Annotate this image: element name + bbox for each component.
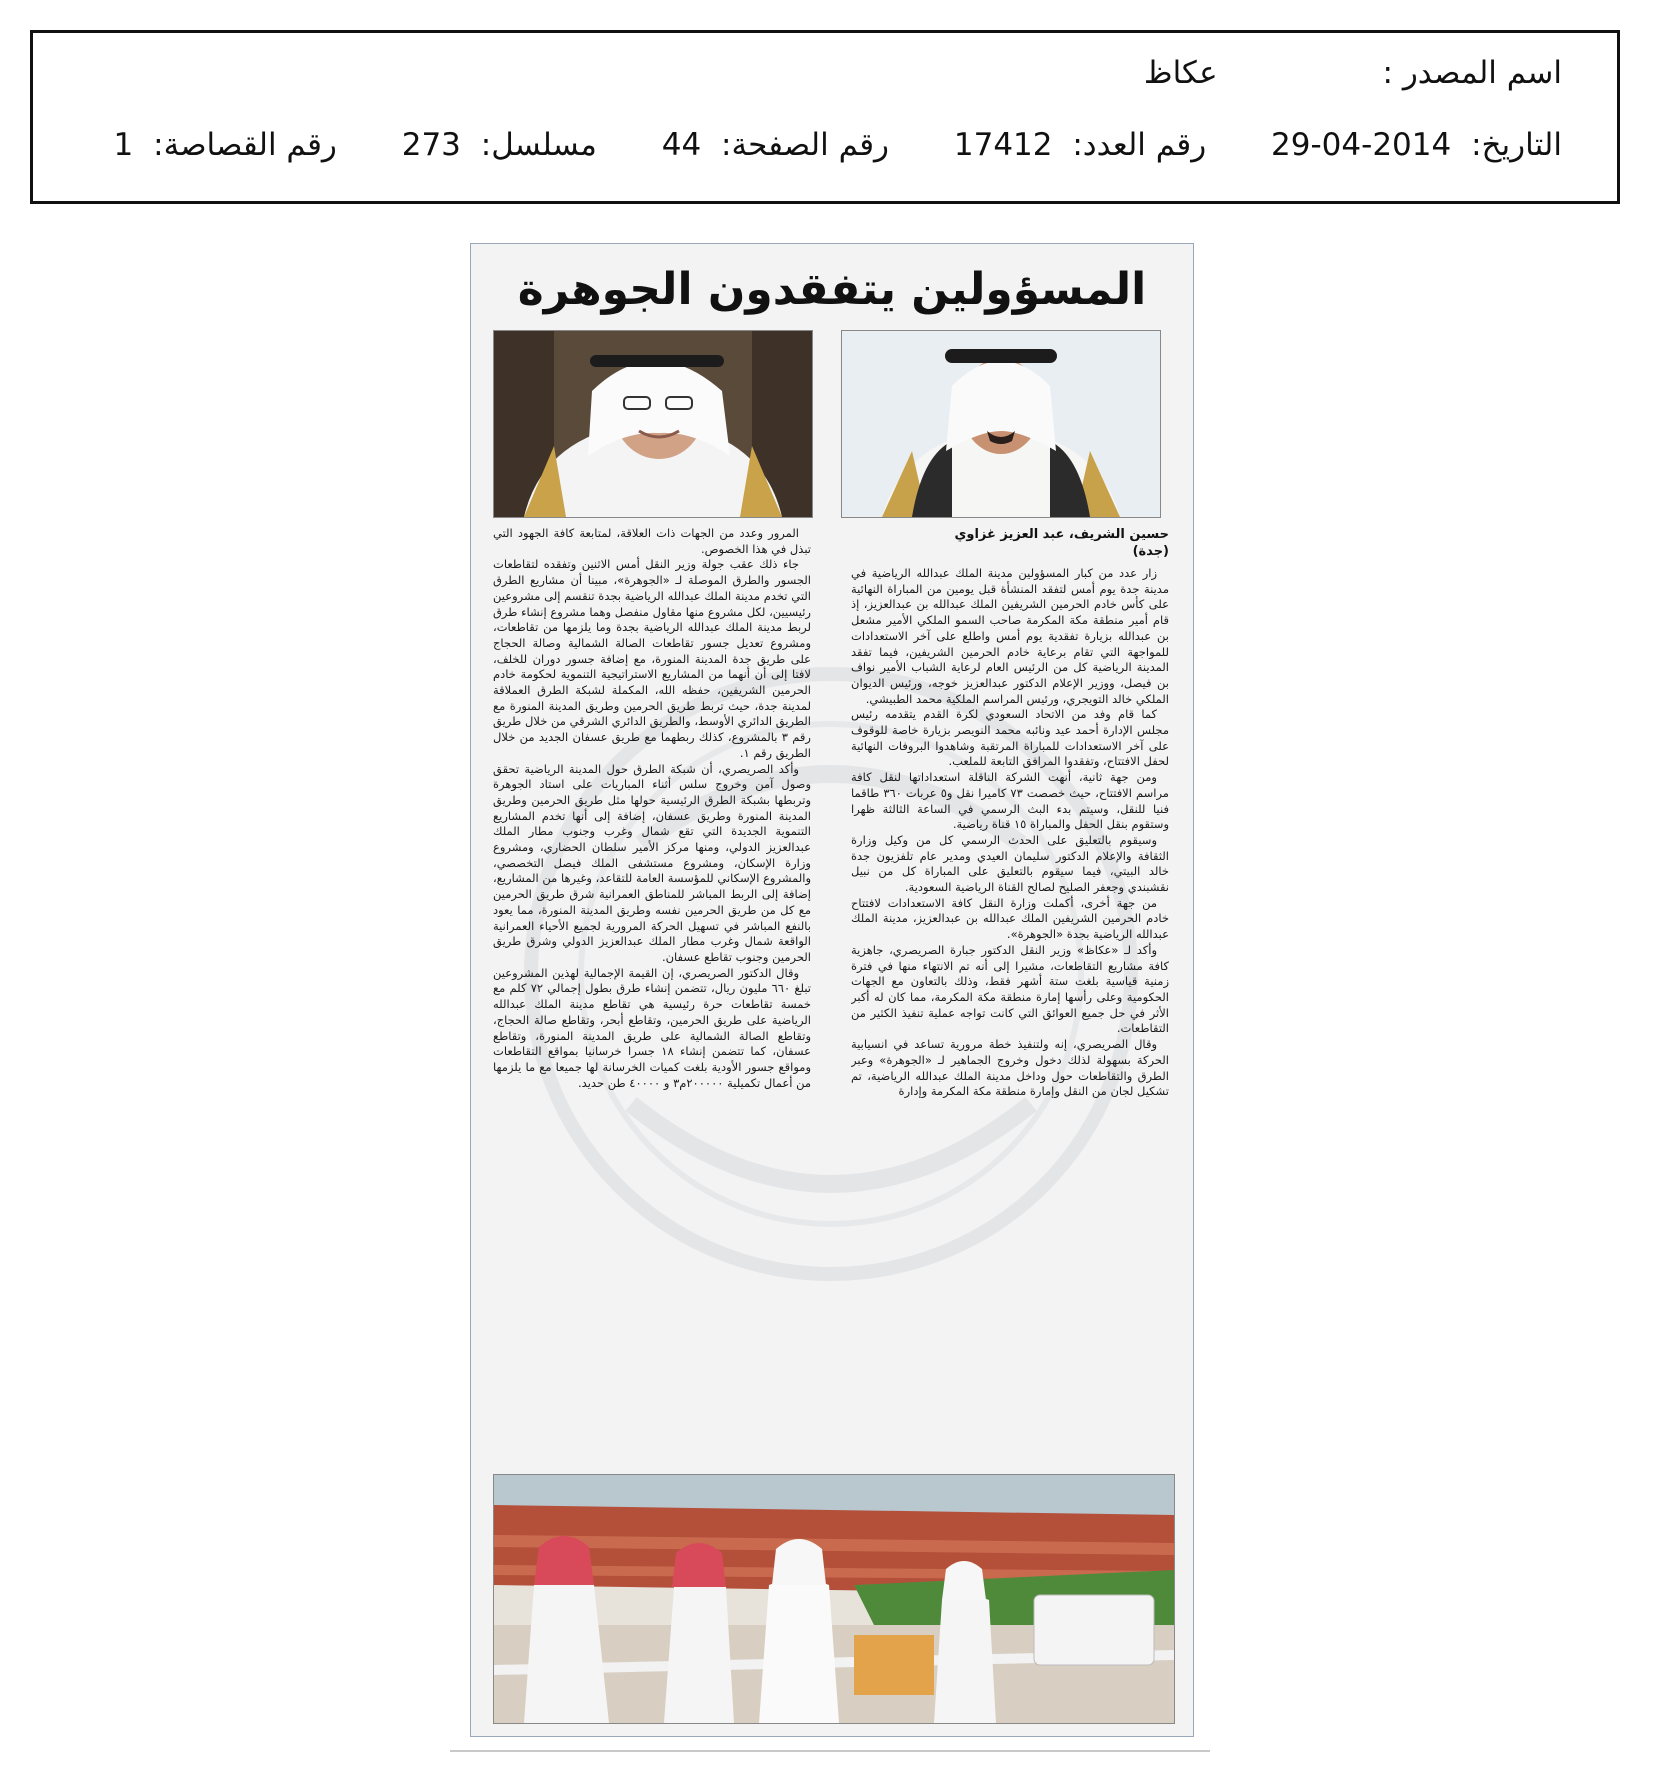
clip-number-label: رقم القصاصة: [153, 127, 337, 163]
serial-label: مسلسل: [480, 127, 597, 163]
paragraph: ومن جهة ثانية، أنهت الشركة الناقلة استعداداتها لنقل كافة مراسم الافتتاح، حيث خصصت ٧٣ كاميرا نقل و٥ عربات ٣٦٠ طاقما فنيا للنقل، وسيتم بدء البث الرسمي في الساعة الثالثة ظهرا وستقوم بنقل الحفل والمباراة ١٥ قناة رياضية. [851, 770, 1169, 832]
stadium-image [494, 1475, 1174, 1723]
newspaper-clipping [470, 243, 1194, 1737]
meta-row [59, 127, 1562, 163]
date-label: التاريخ: [1471, 127, 1562, 163]
divider [450, 1750, 1210, 1752]
paragraph: وأكد لـ «عكاظ» وزير النقل الدكتور جبارة الصريصري، جاهزية كافة مشاريع التقاطعات، مشيرا إلى أنه تم الانتهاء منها في فترة زمنية قياسية بلغت ستة أشهر فقط، وذلك بالتعاون مع الجهات الحكومية وعلى رأسها إمارة منطقة مكة المكرمة، مما كان له أكبر الأثر في حل جميع العوائق التي كانت تواجه عملية تنفيذ الكثير من التقاطعات. [851, 942, 1169, 1036]
paragraph: وقال الدكتور الصريصري، إن القيمة الإجمالية لهذين المشروعين تبلغ ٦٦٠ مليون ريال، تتضمن إنشاء طرق بطول إجمالي ٧٢ كلم مع خمسة تقاطعات حرة رئيسية هي تقاطع مدينة الملك عبدالله الرياضية على طريق الحرمين، وتقاطع أبحر، وتقاطع صالة الحجاج، وتقاطع الصالة الشمالية على طريق المدينة المنورة، وتقاطع عسفان، كما تتضمن إنشاء ١٨ جسرا خرسانيا بمواقع التقاطعات ومواقع جسور الأودية بلغت كميات الخرسانة لها جميعا مع ما يلزمها من أعمال تكميلية ٢٠٠٠٠٠م٣ و ٤٠٠٠٠ طن حديد. [493, 965, 811, 1090]
paragraph: كما قام وفد من الاتحاد السعودي لكرة القدم يتقدمه رئيس مجلس الإدارة أحمد عيد ونائبه محمد النويصر بزيارة خاصة للوقوف على آخر الاستعدادات للمباراة المرتقبة وشاهدوا البروفات النهائية لحفل الافتتاح، وتفقدوا المرافق التابعة للملعب. [851, 707, 1169, 769]
byline [851, 526, 1169, 560]
page-field [662, 127, 889, 163]
byline-location: (جدة) [1132, 544, 1169, 559]
paragraph: وأكد الصريصري، أن شبكة الطرق حول المدينة الرياضية تحقق وصول آمن وخروج سلس أثناء المباريات على استاد الجوهرة وتربطها بشبكة الطرق الرئيسية حولها مثل طريق الحرمين وطريق المدينة المنورة وطريق عسفان، إضافة إلى أنها تخدم المشاريع التنموية الجديدة التي تقع شمال وغرب وجنوب مطار الملك عبدالعزيز الدولي، ومنها مركز الأمير سلطان الحضاري، ومشروع وزارة الإسكان، ومشروع مستشفى الملك فيصل التخصصي، والمشروع الإسكاني للمؤسسة العامة للتقاعد، وغيرها من المشاريع، إضافة إلى الربط المباشر للمناطق العمرانية شرق طريق الحرمين مع كل من طريق الحرمين نفسه وطريق المدينة المنورة، مما يعود بالنفع المباشر في تسهيل الحركة المرورية لجميع الأحياء العمرانية الواقعة شمال وغرب مطار الملك عبدالعزيز الدولي وشرق طريق الحرمين وجنوب تقاطع عسفان. [493, 761, 811, 964]
article-column-right [851, 566, 1169, 1466]
page-value: 44 [661, 127, 702, 163]
issue-value: 17412 [953, 127, 1053, 163]
source-label: اسم المصدر : [1382, 55, 1562, 91]
byline-authors: حسين الشريف، عبد العزيز غزاوي [954, 527, 1169, 542]
paragraph: من جهة أخرى، أكملت وزارة النقل كافة الاستعدادات لافتتاح خادم الحرمين الشريفين الملك عبدالله بن عبدالعزيز، مدينة الملك عبدالله الرياضية بجدة «الجوهرة». [851, 895, 1169, 942]
portrait-photo-right [841, 330, 1161, 518]
date-field [1271, 127, 1562, 163]
paragraph: المرور وعدد من الجهات ذات العلاقة، لمتابعة كافة الجهود التي تبذل في هذا الخصوص. [493, 526, 811, 556]
paragraph: زار عدد من كبار المسؤولين مدينة الملك عبدالله الرياضية في مدينة جدة يوم أمس لتفقد المنشأة قبل يومين من المباراة النهائية على كأس خادم الحرمين الشريفين الملك عبدالله بن عبدالعزيز، إذ قام أمير منطقة مكة المكرمة صاحب السمو الملكي الأمير مشعل بن عبدالله بزيارة تفقدية يوم أمس واطلع على آخر الاستعدادات للمواجهة التي تقام برعاية خادم الحرمين الشريفين، فيما تفقد المدينة الرياضية كل من الرئيس العام لرعاية الشباب الأمير نواف بن فيصل، ووزير الإعلام الدكتور عبدالعزيز خوجه، ورئيس الديوان الملكي خالد التويجري، ورئيس المراسم الملكية محمد الطبيشي. [851, 566, 1169, 706]
source-row [1144, 55, 1562, 91]
portrait-photo-left [493, 330, 813, 518]
source-value: عكاظ [1143, 55, 1218, 91]
article-column-left [493, 526, 811, 1466]
paragraph: وسيقوم بالتعليق على الحدث الرسمي كل من وكيل وزارة الثقافة والإعلام الدكتور سليمان العيدي ومدير عام تلفزيون جدة خالد البيتي، فيما سيقوم بالتعليق على المباراة كل من نبيل نقشبندي وجعفر الصليح لصالح القناة الرياضية السعودية. [851, 832, 1169, 895]
issue-label: رقم العدد: [1072, 127, 1207, 163]
page-label: رقم الصفحة: [721, 127, 890, 163]
serial-value: 273 [401, 127, 461, 163]
portrait-image [494, 331, 812, 517]
paragraph: وقال الصريصري، إنه ولتنفيذ خطة مرورية تساعد في انسيابية الحركة بسهولة لذلك دخول وخروج الجماهير لـ «الجوهرة» وعبر الطرق والتقاطعات حول وداخل مدينة الملك عبدالله الرياضية، تم تشكيل لجان من النقل وإمارة منطقة مكة المكرمة وإدارة [851, 1037, 1169, 1099]
portrait-image [842, 331, 1160, 517]
date-value: 2014-04-29 [1271, 127, 1452, 163]
issue-field [954, 127, 1206, 163]
headline: المسؤولين يتفقدون الجوهرة [517, 264, 1147, 315]
clipping-header [30, 30, 1620, 204]
stadium-photo [493, 1474, 1175, 1724]
clip-number-value: 1 [113, 127, 134, 163]
clip-number-field [114, 127, 337, 163]
paragraph: جاء ذلك عقب جولة وزير النقل أمس الاثنين وتفقده لتقاطعات الجسور والطرق الموصلة لـ «الجوهرة»، مبينا أن مشاريع الطرق التي تخدم مدينة الملك عبدالله الرياضية بجدة تنقسم إلى مشروعين رئيسيين، لكل مشروع منها مقاول منفصل وهما مشروع إنشاء طرق لربط مدينة الملك عبدالله الرياضية بجدة وما يلزمها من تقاطعات، ومشروع تعديل جسور تقاطعات الصالة الشمالية وصالة الحجاج على طريق جدة المدينة المنورة، مع إضافة جسور دوران للخلف، لافتا إلى أن أنهما من المشاريع الاستراتيجية التنموية لحكومة خادم الحرمين الشريفين، حفظه الله، المكملة لشبكة الطرق العملاقة لمدينة جدة، حيث تربط طريق الحرمين وطريق المدينة المنورة مع الطريق الدائري الأوسط، والطريق الدائري الشرقي من خلال طريق رقم ٣ بالمشروع، كذلك ربطهما مع طريق عسفان الجديد من خلال الطريق رقم ١. [493, 557, 811, 760]
serial-field [402, 127, 597, 163]
